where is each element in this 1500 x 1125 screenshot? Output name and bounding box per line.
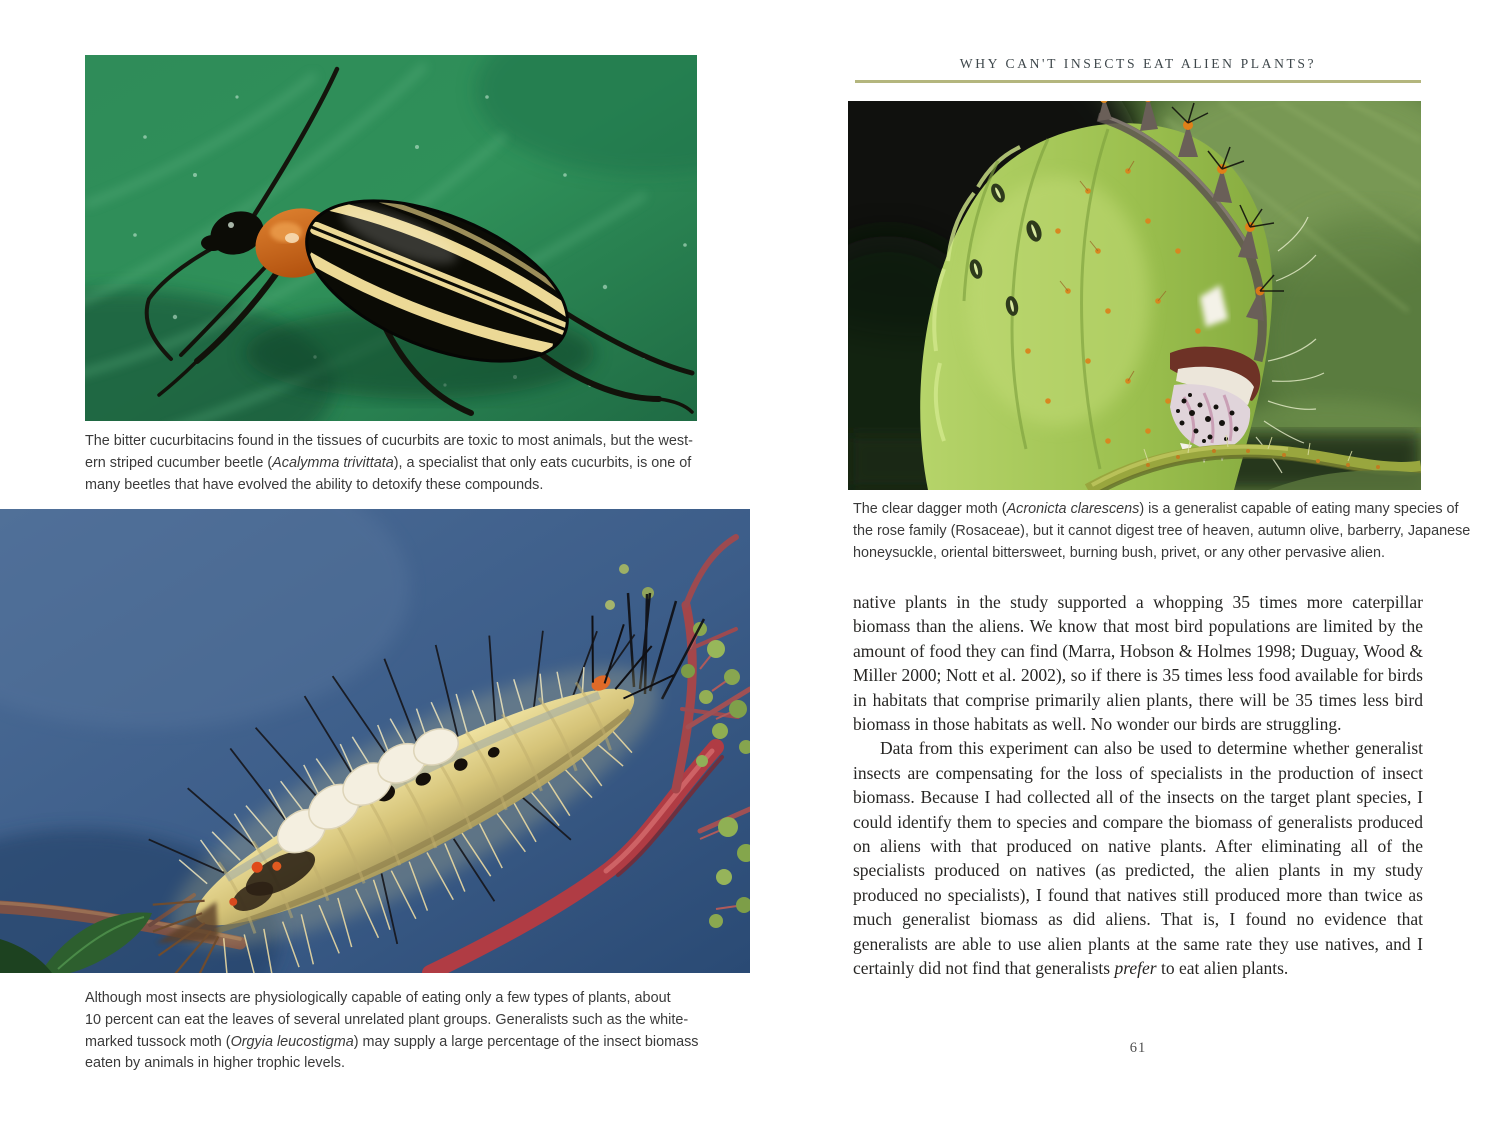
beetle-caption-line3: many beetles that have evolved the ability to detoxify these compounds. <box>85 476 544 493</box>
body-paragraph-1: native plants in the study supported a whopping 35 times more caterpillar biomass than the aliens. We know that most bird populations are limited by the amount of food they can find (Marra, Hobson & Holmes 1998; Duguay, Wood & Miller 2000; Nott et al. 2002), so if there is 35 times less food available for birds in habitats that comprise primarily alien plants, there will be 35 times less bird biomass in those habitats as well. No wonder our birds are struggling. <box>853 592 1423 735</box>
dagger-moth-photo <box>848 101 1421 490</box>
page-number: 61 <box>1129 1040 1147 1056</box>
tussock-caption-line3-pre: marked tussock moth ( <box>85 1033 231 1050</box>
beetle-caption-line2-pre: ern striped cucumber beetle ( <box>85 454 273 471</box>
running-head: WHY CAN'T INSECTS EAT ALIEN PLANTS? <box>959 56 1317 71</box>
body-paragraph-2-end: to eat alien plants. <box>1156 958 1289 979</box>
dagger-caption-line1-pre: The clear dagger moth ( <box>853 501 1007 517</box>
tussock-moth-photo <box>0 509 750 973</box>
beetle-caption <box>85 431 725 496</box>
tussock-caption <box>85 988 725 1075</box>
body-paragraph-2-italic: prefer <box>1114 958 1157 979</box>
tussock-moth-illustration <box>0 509 750 973</box>
running-head-rule <box>855 80 1421 83</box>
body-text <box>853 590 1423 981</box>
dagger-caption-line1-post: ) is a generalist capable of eating many species of <box>1139 501 1459 517</box>
dagger-caption-line1 <box>853 499 1459 521</box>
beetle-caption-line2-post: ), a specialist that only eats cucurbits, is one of <box>393 454 692 471</box>
beetle-species-name: Acalymma trivittata <box>272 454 394 471</box>
tussock-caption-line2: 10 percent can eat the leaves of several unrelated plant groups. Generalists such as the white- <box>85 1011 689 1028</box>
tussock-caption-line4: eaten by animals in higher trophic levels. <box>85 1055 345 1072</box>
dagger-moth-illustration <box>848 101 1421 490</box>
tussock-species-name: Orgyia leucostigma <box>230 1033 354 1050</box>
dagger-caption <box>853 499 1471 564</box>
dagger-species-name: Acronicta clarescens <box>1006 501 1140 517</box>
beetle-caption-line2 <box>85 453 725 475</box>
beetle-caption-line1: The bitter cucurbitacins found in the tissues of cucurbits are toxic to most animals, but the west- <box>85 433 693 449</box>
body-paragraph-2 <box>853 736 1423 980</box>
cucumber-beetle-illustration <box>85 55 697 421</box>
dagger-caption-line3: honeysuckle, oriental bittersweet, burning bush, privet, or any other pervasive alien. <box>853 544 1385 561</box>
tussock-caption-line3-post: ) may supply a large percentage of the insect biomass <box>353 1033 699 1050</box>
dagger-caption-line2: the rose family (Rosaceae), but it cannot digest tree of heaven, autumn olive, barberry, Japanese <box>853 522 1471 539</box>
tussock-caption-line3 <box>85 1032 725 1054</box>
tussock-caption-line1: Although most insects are physiologically capable of eating only a few types of plants, about <box>85 990 671 1006</box>
body-paragraph-2-text: Data from this experiment can also be used to determine whether generalist insects are compensating for the loss of specialists in the production of insect biomass. Because I had collected all of the insects on the target plant species, I could identify them to species and compare the biomass of generalists produced on aliens with that produced on native plants. After eliminating all of the specialists produced on natives (as predicted, the alien plants in my study produced no specialists), I found that natives still produced more than twice as much generalist biomass as did aliens. That is, I found no evidence that generalists are able to use alien plants at the same rate they use natives, and I certainly did not find that generalists <box>853 738 1423 979</box>
cucumber-beetle-photo <box>85 55 697 421</box>
